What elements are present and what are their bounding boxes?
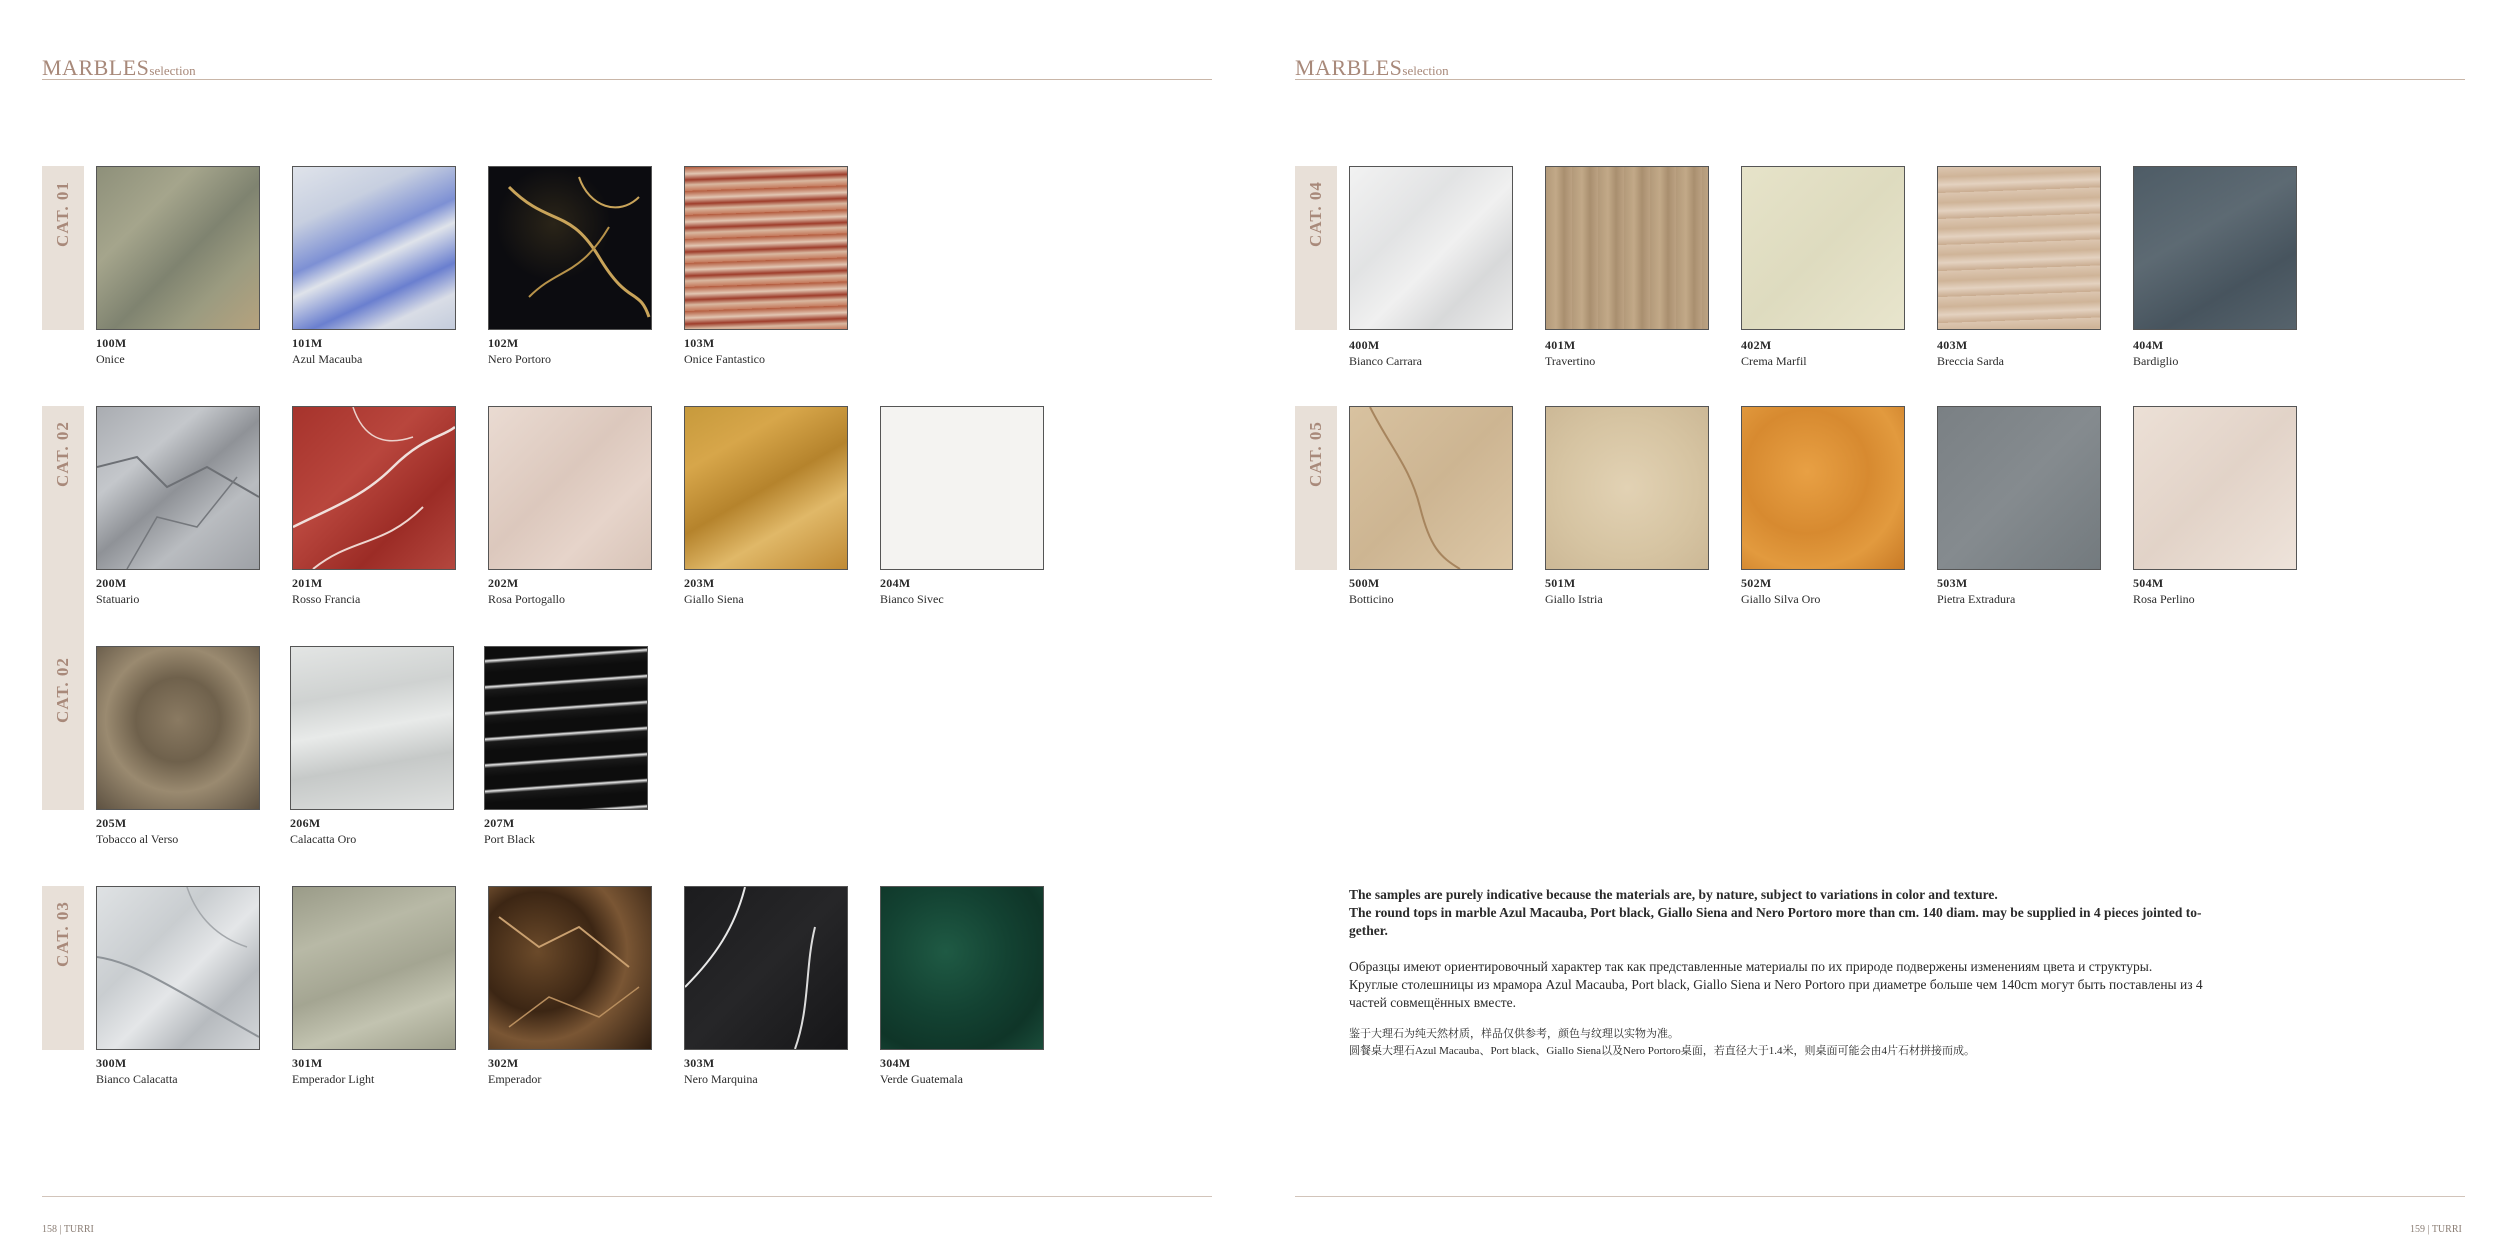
swatch-name: Breccia Sarda <box>1937 354 2004 368</box>
swatch-name: Bianco Carrara <box>1349 354 1422 368</box>
page-header <box>1295 55 2465 80</box>
footer-rule <box>42 1196 1212 1197</box>
swatch-code: 204M <box>880 576 911 590</box>
swatch-name: Emperador Light <box>292 1072 375 1086</box>
swatch-200m-statuario <box>96 406 260 570</box>
swatch-206m-calacatta-oro <box>290 646 454 810</box>
swatch-300m-bianco-calacatta <box>96 886 260 1050</box>
swatch-name: Nero Marquina <box>684 1072 758 1086</box>
note-en-line-1: The samples are purely indicative because the materials are, by nature, subject to variations in color and texture. <box>1349 887 1998 902</box>
swatch-name: Port Black <box>484 832 535 846</box>
category-label-03: CAT. 03 <box>53 900 72 967</box>
swatch-504m-rosa-perlino <box>2133 406 2297 570</box>
swatch-code: 403M <box>1937 338 1968 352</box>
veins-graphic <box>685 887 847 1049</box>
swatch-code: 500M <box>1349 576 1380 590</box>
swatch-302m-emperador <box>488 886 652 1050</box>
swatch-name: Nero Portoro <box>488 352 551 366</box>
swatch-301m-emperador-light <box>292 886 456 1050</box>
swatch-name: Bardiglio <box>2133 354 2179 368</box>
swatch-code: 503M <box>1937 576 1968 590</box>
category-label-04: CAT. 04 <box>1306 180 1325 247</box>
swatch-code: 404M <box>2133 338 2164 352</box>
swatch-name: Rosa Perlino <box>2133 592 2195 606</box>
swatch-204m-bianco-sivec <box>880 406 1044 570</box>
veins-graphic <box>97 887 259 1049</box>
right-page <box>1250 0 2500 1250</box>
page-folio: 159 | TURRI <box>2410 1224 2462 1235</box>
swatch-403m-breccia-sarda <box>1937 166 2101 330</box>
swatch-name: Rosso Francia <box>292 592 361 606</box>
swatch-name: Statuario <box>96 592 140 606</box>
swatch-name: Rosa Portogallo <box>488 592 565 606</box>
swatch-code: 200M <box>96 576 127 590</box>
header-title: MARBLES <box>42 55 150 80</box>
swatch-code: 502M <box>1741 576 1772 590</box>
swatch-code: 103M <box>684 336 715 350</box>
swatch-402m-crema-marfil <box>1741 166 1905 330</box>
note-en-line-2: The round tops in marble Azul Macauba, Port black, Giallo Siena and Nero Portoro more than cm. 140 diam. may be supplied in 4 pieces jointed to- <box>1349 905 2202 920</box>
page-header <box>42 55 1212 80</box>
swatch-code: 202M <box>488 576 519 590</box>
swatch-code: 206M <box>290 816 321 830</box>
note-zh-line-2: 圆餐桌大理石Azul Macauba、Port black、Giallo Siena以及Nero Portoro桌面，若直径大于1.4米，则桌面可能会由4片石材拼接而成。 <box>1349 1045 1976 1057</box>
note-ru-line-3: частей совмещённых вместе. <box>1349 995 1516 1010</box>
swatch-name: Pietra Extradura <box>1937 592 2016 606</box>
swatch-102m-nero-portoro <box>488 166 652 330</box>
swatch-name: Travertino <box>1545 354 1596 368</box>
swatch-code: 203M <box>684 576 715 590</box>
category-label-01: CAT. 01 <box>53 180 72 247</box>
swatch-303m-nero-marquina <box>684 886 848 1050</box>
swatch-name: Emperador <box>488 1072 542 1086</box>
swatch-name: Azul Macauba <box>292 352 363 366</box>
swatch-name: Onice Fantastico <box>684 352 765 366</box>
swatch-100m-onice <box>96 166 260 330</box>
swatch-name: Botticino <box>1349 592 1394 606</box>
veins-graphic <box>293 407 455 569</box>
swatch-201m-rosso-francia <box>292 406 456 570</box>
swatch-501m-giallo-istria <box>1545 406 1709 570</box>
swatch-name: Giallo Istria <box>1545 592 1603 606</box>
swatch-205m-tobacco-al-verso <box>96 646 260 810</box>
swatch-502m-giallo-silva-oro <box>1741 406 1905 570</box>
veins-graphic <box>489 887 651 1049</box>
swatch-207m-port-black <box>484 646 648 810</box>
swatch-code: 304M <box>880 1056 911 1070</box>
swatch-404m-bardiglio <box>2133 166 2297 330</box>
disclaimer-notes <box>1349 886 2409 1060</box>
swatch-103m-onice-fantastico <box>684 166 848 330</box>
swatch-code: 303M <box>684 1056 715 1070</box>
swatch-code: 300M <box>96 1056 127 1070</box>
header-subtitle: selection <box>149 63 196 78</box>
category-label-02-b: CAT. 02 <box>53 656 72 723</box>
swatch-name: Onice <box>96 352 125 366</box>
swatch-401m-travertino <box>1545 166 1709 330</box>
swatch-name: Bianco Calacatta <box>96 1072 178 1086</box>
category-label-02: CAT. 02 <box>53 420 72 487</box>
swatch-name: Giallo Siena <box>684 592 744 606</box>
header-subtitle: selection <box>1402 63 1449 78</box>
swatch-503m-pietra-extradura <box>1937 406 2101 570</box>
swatch-name: Crema Marfil <box>1741 354 1807 368</box>
swatch-code: 207M <box>484 816 515 830</box>
swatch-code: 301M <box>292 1056 323 1070</box>
note-ru-line-1: Образцы имеют ориентировочный характер так как представленные материалы по их природе подвержены изменениям цвета и структуры. <box>1349 959 2153 974</box>
swatch-code: 400M <box>1349 338 1380 352</box>
veins-graphic <box>489 167 651 329</box>
swatch-500m-botticino <box>1349 406 1513 570</box>
swatch-name: Tobacco al Verso <box>96 832 179 846</box>
swatch-code: 501M <box>1545 576 1576 590</box>
swatch-name: Verde Guatemala <box>880 1072 963 1086</box>
swatch-name: Bianco Sivec <box>880 592 944 606</box>
swatch-code: 401M <box>1545 338 1576 352</box>
swatch-202m-rosa-portogallo <box>488 406 652 570</box>
swatch-code: 101M <box>292 336 323 350</box>
swatch-name: Giallo Silva Oro <box>1741 592 1821 606</box>
category-label-05: CAT. 05 <box>1306 420 1325 487</box>
swatch-code: 402M <box>1741 338 1772 352</box>
note-ru-line-2: Круглые столешницы из мрамора Azul Macauba, Port black, Giallo Siena и Nero Portoro при диаметре больше чем 140cm могут быть поставлены из 4 <box>1349 977 2203 992</box>
swatch-304m-verde-guatemala <box>880 886 1044 1050</box>
swatch-code: 504M <box>2133 576 2164 590</box>
swatch-name: Calacatta Oro <box>290 832 357 846</box>
swatch-code: 201M <box>292 576 323 590</box>
swatch-101m-azul-macauba <box>292 166 456 330</box>
header-title: MARBLES <box>1295 55 1403 80</box>
swatch-code: 205M <box>96 816 127 830</box>
swatch-400m-bianco-carrara <box>1349 166 1513 330</box>
note-en-line-3: gether. <box>1349 923 1388 938</box>
veins-graphic <box>1350 407 1512 569</box>
swatch-code: 302M <box>488 1056 519 1070</box>
footer-rule <box>1295 1196 2465 1197</box>
swatch-code: 102M <box>488 336 519 350</box>
note-zh-line-1: 鉴于大理石为纯天然材质，样品仅供参考，颜色与纹理以实物为准。 <box>1349 1028 1679 1040</box>
veins-graphic <box>97 407 259 569</box>
swatch-code: 100M <box>96 336 127 350</box>
swatch-203m-giallo-siena <box>684 406 848 570</box>
page-folio: 158 | TURRI <box>42 1224 94 1235</box>
